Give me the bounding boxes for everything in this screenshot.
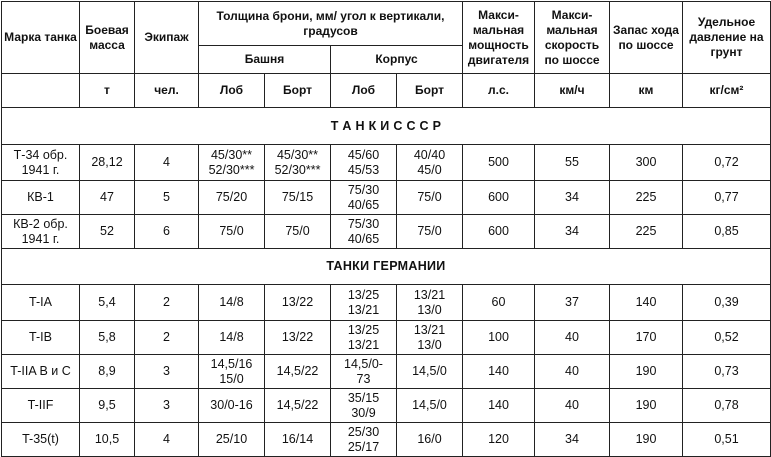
turret-front-cell-value: 14/8 [219,330,244,344]
unit-turret-side: Борт [265,74,331,108]
mass-cell [80,145,135,181]
mass-cell [80,355,135,389]
speed-cell [535,181,610,215]
turret-side-cell-value: 13/22 [281,330,314,344]
turret-side-cell-value: 75/15 [281,190,314,204]
header-mass: Боевая масса [80,2,135,74]
range-cell [610,215,683,249]
tank-name-value: T-IB [29,330,52,344]
crew-cell [135,285,199,321]
tank-name [2,355,80,389]
section-title: ТАНКИ ГЕРМАНИИ [2,249,771,285]
tank-specs-table [1,1,771,457]
turret-front-cell [199,181,265,215]
table-row [2,181,771,215]
tank-name [2,423,80,457]
header-pressure: Удельное давление на грунт [683,2,771,74]
crew-cell [135,321,199,355]
header-power: Макси-мальная мощность двигателя [463,2,535,74]
mass-cell [80,285,135,321]
header-mark: Марка танка [2,2,80,74]
mass-cell-value: 28,12 [91,155,123,169]
pressure-cell [683,215,771,249]
tank-name [2,181,80,215]
power-cell [463,215,535,249]
hull-side-cell-value: 13/21 [413,322,446,337]
range-cell-value: 225 [635,224,657,238]
hull-front-cell [331,389,397,423]
range-cell [610,423,683,457]
pressure-cell-value: 0,72 [714,155,739,169]
crew-cell-value: 5 [163,190,170,204]
hull-side-cell [397,423,463,457]
range-cell [610,355,683,389]
speed-cell-value: 34 [565,190,579,204]
crew-cell [135,181,199,215]
crew-cell [135,423,199,457]
crew-cell [135,389,199,423]
speed-cell-value: 40 [565,364,579,378]
tank-name [2,389,80,423]
speed-cell [535,389,610,423]
hull-front-cell [331,285,397,321]
header-turret: Башня [199,46,331,74]
pressure-cell [683,355,771,389]
pressure-cell-value: 0,39 [714,295,739,309]
pressure-cell-value: 0,77 [714,190,739,204]
power-cell-value: 500 [488,155,509,169]
pressure-cell [683,181,771,215]
tank-name [2,285,80,321]
turret-front-cell [199,215,265,249]
header-armor: Толщина брони, мм/ угол к вертикали, градусов [199,2,463,46]
power-cell [463,145,535,181]
unit-power: л.с. [463,74,535,108]
turret-front-cell-value: 14,5/16 [210,356,253,371]
turret-side-cell-value: 14,5/22 [276,398,319,412]
hull-side-cell-value: 75/0 [417,190,442,204]
speed-cell [535,321,610,355]
turret-front-cell-value: 30/0-16 [210,398,253,412]
tank-name [2,145,80,181]
turret-side-cell-value: 13/22 [281,295,314,309]
turret-side-cell [265,181,331,215]
hull-front-cell [331,423,397,457]
hull-front-cell-value: 40/65 [347,231,380,246]
range-cell [610,145,683,181]
unit-range: км [610,74,683,108]
header-crew: Экипаж [135,2,199,74]
power-cell-value: 140 [488,398,509,412]
hull-side-cell [397,321,463,355]
turret-front-cell-value: 15/0 [219,371,244,386]
pressure-cell [683,389,771,423]
table-body [2,108,771,457]
hull-side-cell-value: 45/0 [417,162,442,177]
unit-crew: чел. [135,74,199,108]
pressure-cell-value: 0,51 [714,432,739,446]
range-cell-value: 190 [635,364,657,378]
mass-cell [80,423,135,457]
section-row [2,249,771,285]
tank-name-value: T-35(t) [22,432,59,446]
mass-cell-value: 5,8 [98,330,116,344]
hull-front-cell-value: 13/21 [347,302,380,317]
tank-name-value: T-IA [29,295,52,309]
tank-name [2,215,80,249]
power-cell-value: 140 [488,364,509,378]
speed-cell [535,145,610,181]
power-cell-value: 100 [488,330,509,344]
power-cell [463,389,535,423]
hull-front-cell [331,355,397,389]
section-title: Т А Н К И С С С Р [2,108,771,145]
hull-front-cell-value: 30/9 [351,405,376,420]
turret-side-cell-value: 52/30*** [274,162,321,177]
pressure-cell-value: 0,73 [714,364,739,378]
turret-side-cell [265,285,331,321]
hull-front-cell-value: 75/30 [347,216,380,231]
tank-name-value: T-IIA В и С [10,364,71,378]
hull-side-cell-value: 14,5/0 [412,398,447,412]
power-cell [463,181,535,215]
turret-side-cell-value: 16/14 [281,432,314,446]
mass-cell-value: 8,9 [98,364,116,378]
mass-cell [80,389,135,423]
hull-side-cell [397,285,463,321]
turret-side-cell [265,321,331,355]
hull-side-cell-value: 14,5/0 [412,364,447,378]
speed-cell-value: 34 [565,224,579,238]
range-cell [610,389,683,423]
crew-cell [135,145,199,181]
pressure-cell [683,145,771,181]
turret-side-cell-value: 75/0 [285,224,310,238]
range-cell-value: 140 [635,295,657,309]
crew-cell [135,215,199,249]
tank-name-value: Т-34 обр. 1941 г. [13,147,68,177]
hull-front-cell-value: 45/60 [347,147,380,162]
mass-cell-value: 47 [100,190,114,204]
turret-front-cell [199,355,265,389]
pressure-cell [683,321,771,355]
table-row [2,145,771,181]
range-cell [610,321,683,355]
power-cell-value: 600 [488,190,509,204]
unit-hull-side: Борт [397,74,463,108]
hull-front-cell-value: 14,5/0- [344,356,383,371]
speed-cell [535,285,610,321]
hull-side-cell [397,181,463,215]
tank-name-value: T-IIF [27,398,54,412]
power-cell [463,285,535,321]
unit-speed: км/ч [535,74,610,108]
header-range: Запас хода по шоссе [610,2,683,74]
hull-side-cell [397,215,463,249]
range-cell-value: 190 [635,398,657,412]
crew-cell-value: 4 [163,155,170,169]
crew-cell [135,355,199,389]
turret-front-cell [199,389,265,423]
pressure-cell-value: 0,78 [714,398,739,412]
hull-front-cell-value: 35/15 [347,390,380,405]
unit-mass: т [80,74,135,108]
turret-side-cell [265,215,331,249]
range-cell-value: 170 [635,330,657,344]
speed-cell [535,423,610,457]
section-row [2,108,771,145]
mass-cell [80,215,135,249]
speed-cell-value: 55 [565,155,579,169]
mass-cell [80,321,135,355]
table-row [2,285,771,321]
turret-front-cell [199,321,265,355]
unit-hull-front: Лоб [331,74,397,108]
turret-front-cell-value: 75/0 [219,224,244,238]
crew-cell-value: 3 [163,364,170,378]
hull-front-cell-value: 40/65 [347,197,380,212]
turret-side-cell [265,355,331,389]
hull-side-cell-value: 13/0 [417,337,442,352]
table-row [2,321,771,355]
hull-side-cell [397,145,463,181]
turret-side-cell-value: 14,5/22 [276,364,319,378]
range-cell-value: 225 [635,190,657,204]
speed-cell [535,355,610,389]
power-cell [463,355,535,389]
turret-front-cell-value: 45/30** [210,147,252,162]
hull-side-cell-value: 13/0 [417,302,442,317]
hull-front-cell [331,321,397,355]
turret-front-cell [199,145,265,181]
tank-name [2,321,80,355]
hull-side-cell [397,355,463,389]
power-cell-value: 60 [491,295,506,309]
tank-name-value: КВ-1 [27,190,54,204]
table-row [2,215,771,249]
table-row [2,389,771,423]
crew-cell-value: 3 [163,398,170,412]
tank-name-value: КВ-2 обр. 1941 г. [13,216,68,246]
header-hull: Корпус [331,46,463,74]
power-cell-value: 600 [488,224,509,238]
hull-front-cell [331,215,397,249]
table-row [2,423,771,457]
mass-cell-value: 52 [100,224,114,238]
hull-side-cell-value: 40/40 [413,147,446,162]
hull-front-cell-value: 25/17 [347,439,380,454]
range-cell [610,285,683,321]
turret-side-cell [265,389,331,423]
crew-cell-value: 2 [163,330,170,344]
mass-cell [80,181,135,215]
speed-cell-value: 34 [565,432,579,446]
hull-side-cell [397,389,463,423]
turret-front-cell [199,423,265,457]
crew-cell-value: 4 [163,432,170,446]
hull-front-cell-value: 13/25 [347,322,380,337]
range-cell-value: 190 [635,432,657,446]
mass-cell-value: 9,5 [98,398,116,412]
speed-cell-value: 40 [565,398,579,412]
turret-front-cell [199,285,265,321]
hull-side-cell-value: 16/0 [417,432,442,446]
power-cell [463,321,535,355]
hull-front-cell-value: 13/21 [347,337,380,352]
turret-front-cell-value: 75/20 [215,190,248,204]
hull-front-cell-value: 45/53 [347,162,380,177]
hull-front-cell [331,145,397,181]
unit-turret-front: Лоб [199,74,265,108]
pressure-cell [683,423,771,457]
speed-cell-value: 40 [565,330,579,344]
power-cell-value: 120 [488,432,509,446]
hull-side-cell-value: 75/0 [417,224,442,238]
mass-cell-value: 10,5 [94,432,120,446]
crew-cell-value: 2 [163,295,170,309]
turret-side-cell [265,423,331,457]
range-cell-value: 300 [635,155,657,169]
turret-front-cell-value: 25/10 [215,432,248,446]
pressure-cell-value: 0,52 [714,330,739,344]
header-speed: Макси-мальная скорость по шоссе [535,2,610,74]
speed-cell-value: 37 [565,295,579,309]
turret-front-cell-value: 14/8 [219,295,244,309]
pressure-cell [683,285,771,321]
crew-cell-value: 6 [163,224,170,238]
hull-front-cell-value: 25/30 [347,424,380,439]
range-cell [610,181,683,215]
hull-front-cell-value: 75/30 [347,182,380,197]
turret-side-cell [265,145,331,181]
table-row [2,355,771,389]
hull-front-cell [331,181,397,215]
mass-cell-value: 5,4 [98,295,116,309]
hull-front-cell-value: 73 [356,371,371,386]
unit-pressure: кг/см² [683,74,771,108]
hull-side-cell-value: 13/21 [413,287,446,302]
turret-side-cell-value: 45/30** [276,147,318,162]
pressure-cell-value: 0,85 [714,224,739,238]
speed-cell [535,215,610,249]
hull-front-cell-value: 13/25 [347,287,380,302]
power-cell [463,423,535,457]
turret-front-cell-value: 52/30*** [208,162,255,177]
